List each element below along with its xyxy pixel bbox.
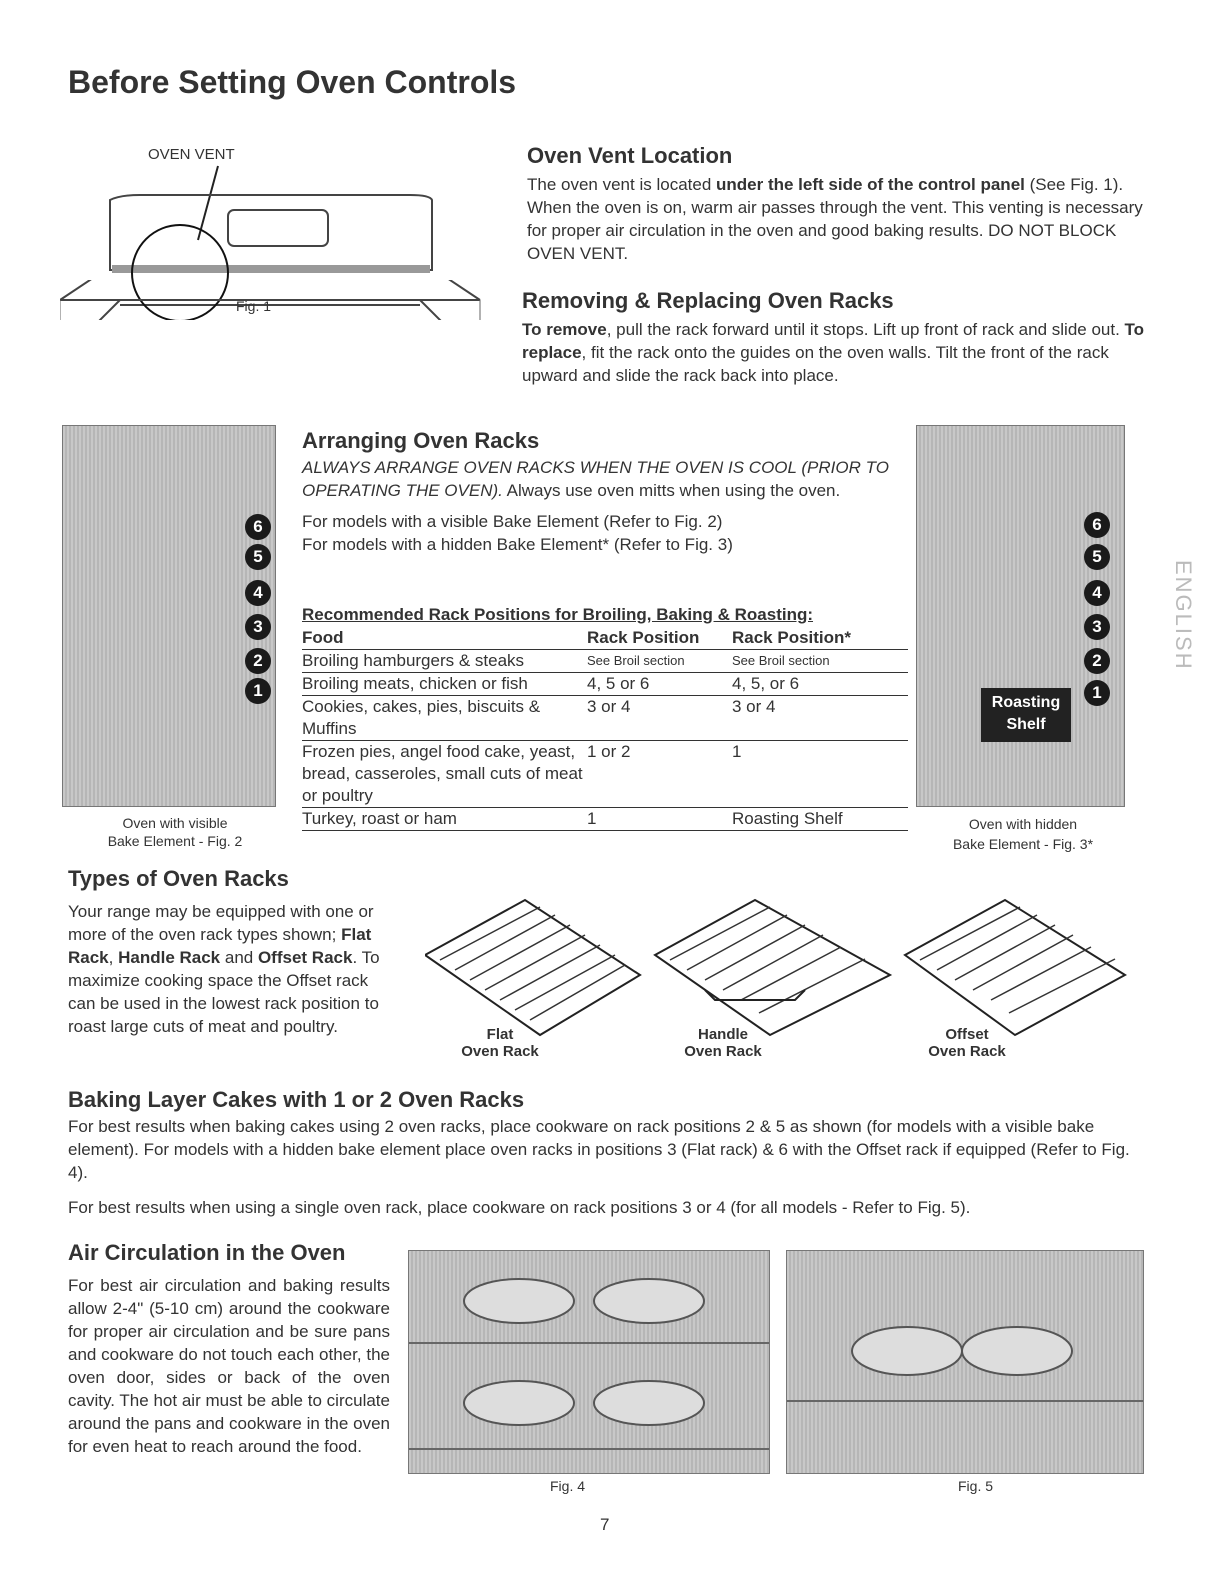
- rack-label-flat: [445, 1026, 555, 1060]
- table-header-cell: Rack Position: [587, 627, 732, 650]
- rack-label-line1: Offset: [945, 1026, 989, 1043]
- language-side-tab: ENGLISH: [1171, 560, 1196, 671]
- vent-text-b: (See Fig. 1). When the oven is on, warm air passes through the vent. This venting is necessary for proper air circulation in the oven and good baking results. DO NOT BLOCK OVEN VENT.: [527, 175, 1143, 263]
- table-cell: Cookies, cakes, pies, biscuits & Muffins: [302, 696, 587, 741]
- table-cell: 4, 5 or 6: [587, 673, 732, 696]
- rack-number-badge: 6: [1084, 512, 1110, 538]
- rack-number-badge: 5: [245, 544, 271, 570]
- table-cell: 1: [732, 741, 908, 808]
- roasting-shelf-label: [981, 688, 1071, 742]
- rack-label-line2: Oven Rack: [684, 1043, 762, 1060]
- table-cell: See Broil section: [732, 650, 908, 673]
- fig3-caption: [928, 814, 1118, 854]
- replace-text: , fit the rack onto the guides on the oven walls. Tilt the front of the rack upward and slide the rack back into place.: [522, 343, 1109, 385]
- vent-heading: Oven Vent Location: [527, 143, 733, 168]
- table-cell: Frozen pies, angel food cake, yeast, bread, casseroles, small cuts of meat or poultry: [302, 741, 587, 808]
- baking-p2: For best results when using a single oven rack, place cookware on rack positions 3 or 4 (for all models - Refer to Fig. 5).: [68, 1198, 971, 1217]
- fig2-photo: [62, 425, 276, 807]
- table-row: [302, 696, 908, 741]
- rack-label-line1: Handle: [697, 1026, 748, 1043]
- fig4-photo: [408, 1250, 770, 1474]
- table-row: [302, 673, 908, 696]
- arranging-warning-tail: Always use oven mitts when using the oven.: [502, 481, 841, 500]
- table-cell: Broiling meats, chicken or fish: [302, 673, 587, 696]
- rack-number-badge: 1: [1084, 680, 1110, 706]
- table-header-row: [302, 627, 908, 650]
- air-heading: Air Circulation in the Oven: [68, 1240, 346, 1265]
- fig2-caption-l1: Oven with visible: [122, 815, 228, 831]
- rack-number-badge: 2: [245, 648, 271, 674]
- arranging-line2: For models with a hidden Bake Element* (Refer to Fig. 3): [302, 535, 733, 554]
- rack-number-badge: 4: [245, 580, 271, 606]
- fig5-caption: Fig. 5: [958, 1478, 994, 1494]
- removing-section: [522, 288, 1152, 387]
- rack-number-badge: 1: [245, 678, 271, 704]
- remove-bold: To remove: [522, 320, 607, 339]
- page-number: 7: [600, 1515, 610, 1534]
- types-t1: Your range may be equipped with one or more of the oven rack types shown;: [68, 902, 374, 944]
- table-row: [302, 650, 908, 673]
- table-row: [302, 808, 908, 831]
- types-t2: ,: [108, 948, 119, 967]
- roasting-shelf-label-l1: Roasting: [991, 694, 1061, 711]
- arranging-warning-italic: ALWAYS ARRANGE OVEN RACKS WHEN THE OVEN IS COOL (PRIOR TO OPERATING THE OVEN).: [302, 458, 889, 500]
- rack-number-badge: 5: [1084, 544, 1110, 570]
- table-header-cell: Rack Position*: [732, 627, 908, 650]
- table-cell: 4, 5, or 6: [732, 673, 908, 696]
- table-cell: 3 or 4: [732, 696, 908, 741]
- table-cell: 1 or 2: [587, 741, 732, 808]
- types-t3: and: [220, 948, 258, 967]
- rack-label-line2: Oven Rack: [928, 1043, 1006, 1060]
- oven-vent-label: OVEN VENT: [148, 146, 235, 163]
- fig2-caption-l2: Bake Element - Fig. 2: [107, 833, 243, 849]
- remove-text: , pull the rack forward until it stops. Lift up front of rack and slide out.: [606, 320, 1125, 339]
- types-text: [68, 900, 398, 1038]
- table-header-cell: Food: [302, 627, 587, 650]
- baking-p1: For best results when baking cakes using 2 oven racks, place cookware on rack positions 2 & 5 as shown (for models with a visible bake element). For models with a hidden bake element place oven racks in positions 3 (Flat rack) & 6 with the Offset rack if equipped (Refer to Fig. 4).: [68, 1117, 1130, 1182]
- replace-bold: To replace: [522, 320, 1145, 362]
- vent-section: [527, 143, 1152, 265]
- arranging-warning: [302, 456, 914, 502]
- rack-label-line1: Flat: [486, 1026, 514, 1043]
- rack-table-title: Recommended Rack Positions for Broiling, Baking & Roasting:: [302, 605, 814, 624]
- page-title: Before Setting Oven Controls: [68, 64, 517, 100]
- roasting-shelf-label-l2: Shelf: [1006, 716, 1046, 733]
- baking-section: [68, 1087, 1153, 1219]
- vent-text-a: The oven vent is located: [527, 175, 717, 194]
- fig5-photo: [786, 1250, 1144, 1474]
- types-b1: Flat Rack: [68, 925, 372, 967]
- table-cell: 3 or 4: [587, 696, 732, 741]
- removing-heading: Removing & Replacing Oven Racks: [522, 288, 894, 313]
- table-cell: Turkey, roast or ham: [302, 808, 587, 831]
- table-row: [302, 741, 908, 808]
- types-t4: . To maximize cooking space the Offset rack can be used in the lowest rack position to roast large cuts of meat and poultry.: [68, 948, 380, 1036]
- arranging-line1: For models with a visible Bake Element (Refer to Fig. 2): [302, 512, 723, 531]
- rack-table: [302, 627, 908, 831]
- rack-label-line2: Oven Rack: [461, 1043, 539, 1060]
- baking-heading: Baking Layer Cakes with 1 or 2 Oven Racks: [68, 1087, 525, 1112]
- vent-text: [527, 173, 1152, 265]
- table-cell: Roasting Shelf: [732, 808, 908, 831]
- rack-number-badge: 3: [1084, 614, 1110, 640]
- fig3-photo: [916, 425, 1125, 807]
- table-cell: Broiling hamburgers & steaks: [302, 650, 587, 673]
- fig3-caption-l2: Bake Element - Fig. 3*: [952, 836, 1094, 852]
- fig1-caption: Fig. 1: [236, 298, 272, 314]
- rack-number-badge: 3: [245, 614, 271, 640]
- rack-table-block: [302, 605, 908, 831]
- rack-label-offset: [912, 1026, 1022, 1060]
- types-heading: Types of Oven Racks: [68, 866, 289, 891]
- fig3-caption-l1: Oven with hidden: [968, 816, 1078, 832]
- table-cell: See Broil section: [587, 650, 732, 673]
- types-section: [68, 866, 398, 1038]
- rack-number-badge: 6: [245, 514, 271, 540]
- fig4-cake-pans: [409, 1251, 769, 1473]
- removing-text: [522, 318, 1152, 387]
- fig2-caption: [80, 814, 270, 850]
- fig4-caption: Fig. 4: [550, 1478, 586, 1494]
- arranging-section: [302, 428, 914, 556]
- rack-number-badge: 2: [1084, 648, 1110, 674]
- air-text: For best air circulation and baking results allow 2-4" (5-10 cm) around the cookware for proper air circulation and be sure pans and cookware do not touch each other, the oven door, sides or back of the oven cavity. The hot air must be able to circulate around the pans and cookware in the oven for even heat to reach around the food.: [68, 1276, 390, 1456]
- vent-text-bold: under the left side of the control panel: [716, 175, 1025, 194]
- types-b3: Offset Rack: [257, 948, 353, 967]
- fig5-cake-pans: [787, 1251, 1143, 1473]
- rack-label-handle: [668, 1026, 778, 1060]
- air-section: [68, 1240, 390, 1458]
- types-b2: Handle Rack: [118, 948, 221, 967]
- rack-number-badge: 4: [1084, 580, 1110, 606]
- arranging-heading: Arranging Oven Racks: [302, 428, 540, 453]
- cooktop-edge-drawing: [60, 280, 490, 320]
- table-cell: 1: [587, 808, 732, 831]
